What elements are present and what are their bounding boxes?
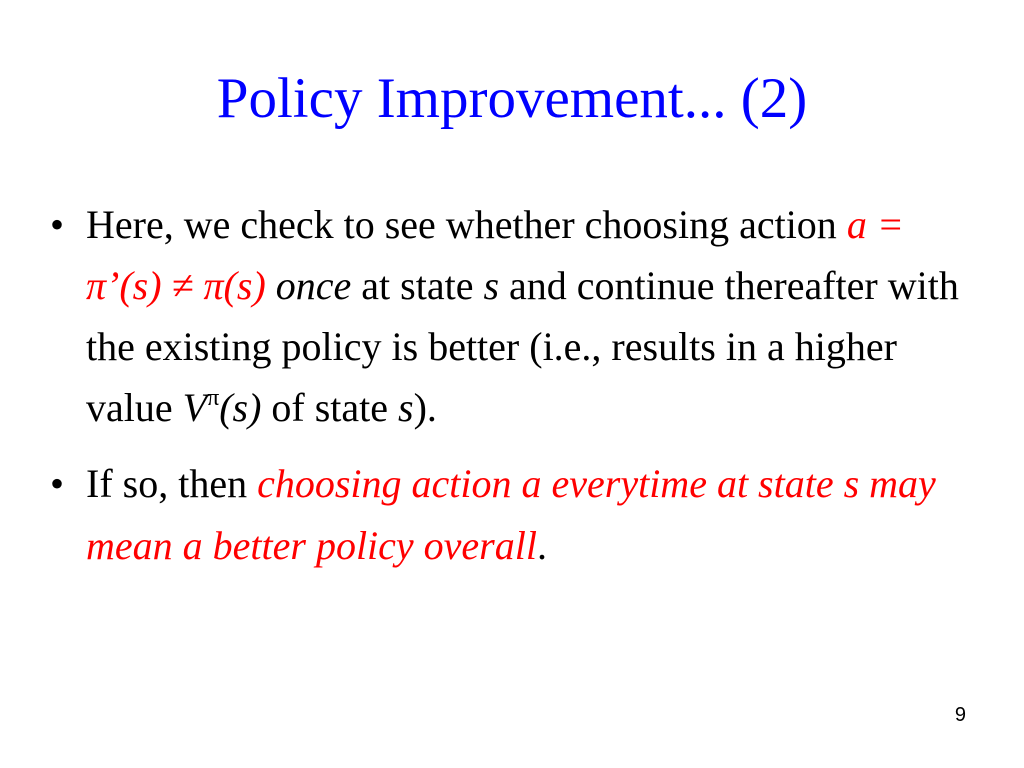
bullet-text: ). [413, 385, 437, 430]
bullet-marker: • [50, 461, 65, 506]
bullet-text: and continue thereafter with the existing policy is better (i.e., results in a higher value [86, 263, 959, 430]
bullet-list [48, 194, 988, 577]
state-argument: (s) [219, 385, 262, 430]
action-formula: a = π’(s) ≠ π(s) [86, 202, 904, 308]
slide-title: Policy Improvement... (2) [216, 67, 808, 130]
bullet-item [48, 194, 988, 445]
bullet-text: If so, then [86, 461, 258, 506]
bullet-text [266, 263, 276, 308]
policy-superscript: π [207, 385, 220, 411]
state-variable: s [398, 385, 414, 430]
bullet-item [48, 453, 988, 577]
bullet-text: of state [261, 385, 399, 430]
value-function-symbol: V [182, 385, 208, 430]
state-variable: s [483, 263, 500, 308]
conclusion-emphasis: choosing action a everytime at state s may mean a better policy overall [86, 461, 936, 568]
once-emphasis: once [275, 263, 352, 308]
bullet-text: Here, we check to see whether choosing action [86, 202, 847, 247]
bullet-marker: • [50, 202, 65, 247]
page-number: 9 [954, 704, 966, 726]
bullet-text: . [536, 523, 547, 568]
bullet-text: at state [351, 263, 484, 308]
